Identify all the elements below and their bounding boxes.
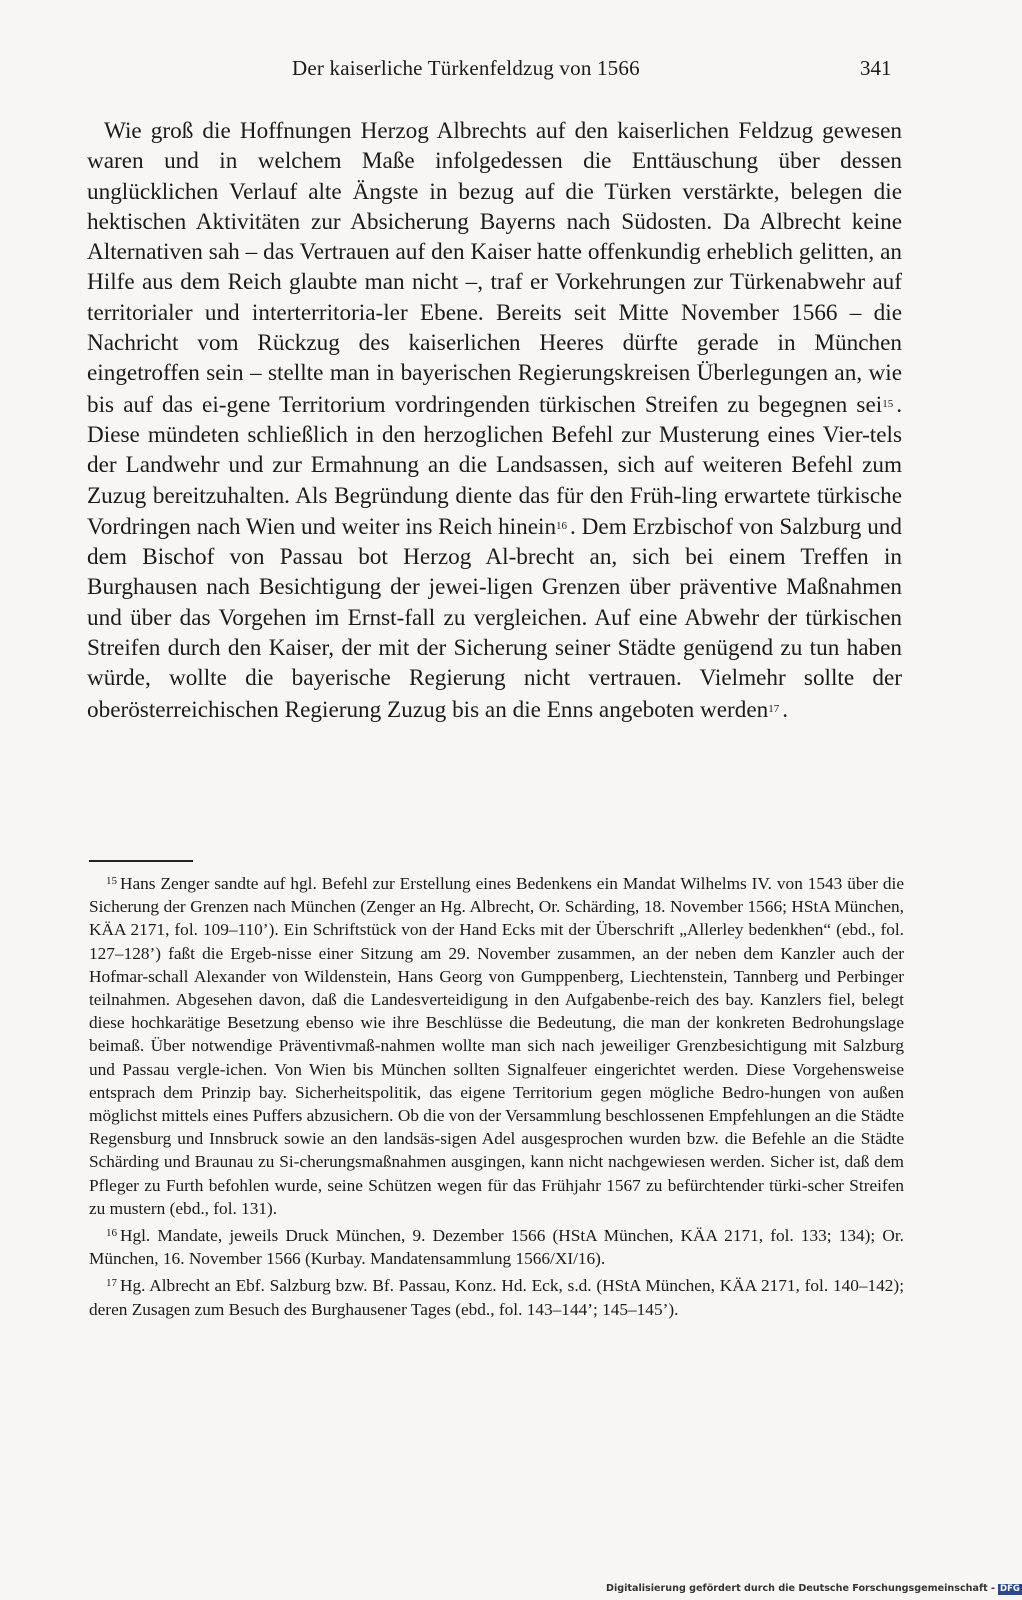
footnote-separator [89,860,193,862]
footnote-ref-15[interactable]: 15 [882,397,894,410]
footnote-16 [89,1222,904,1270]
credit-text: Digitalisierung gefördert durch die Deutsche Forschungsgemeinschaft - [606,1583,996,1594]
main-paragraph [87,116,902,725]
running-title: Der kaiserliche Türkenfeldzug von 1566 [292,56,640,80]
footnote-text: Hans Zenger sandte auf hgl. Befehl zur Erstellung eines Bedenkens ein Mandat Wilhelms IV. von 1543 über die Sicherung der Grenzen nach München (Zenger an Hg. Albrecht, Or. Schärding, 18. November 1566; HStA München, KÄA 2171, fol. 109–110’). Ein Schriftstück von der Hand Ecks mit der Überschrift „Allerley bedenkhen“ (ebd., fol. 127–128’) faßt die Ergeb-nisse einer Sitzung am 29. November zusammen, an der neben dem Kanzler auch der Hofmar-schall Alexander von Wildenstein, Hans Georg von Gumppenberg, Liechtenstein, Tannberg und Perbinger teilnahmen. Abgesehen davon, daß die Landesverteidigung in den Aufgabenbe-reich des bay. Kanzlers fiel, belegt diese hochkarätige Besetzung ebenso wie ihre Beschlüsse die Bedeutung, die man der konkreten Bedrohungslage beimaß. Über notwendige Präventivmaß-nahmen wollte man sich nach jeweiliger Grenzbesichtigung mit Salzburg und Passau vergle-ichen. Von Wien bis München sollten Signalfeuer eingerichtet werden. Diese Vorgehensweise entsprach dem Prinzip bay. Sicherheitspolitik, das eigene Territorium gegen mögliche Bedro-hungen von außen möglichst mittels eines Puffers abzusichern. Ob die von der Versammlung beschlossenen Empfehlungen an die Städte Regensburg und Innsbruck sowie an den landsäs-sigen Adel ausgesprochen wurden bzw. die Befehle an die Städte Schärding und Braunau zu Si-cherungsmaßnahmen ausgingen, kann nicht nachgewiesen werden. Sicher ist, daß dem Pfleger zu Furth befohlen wurde, seine Schützen wegen für das Frühjahr 1567 zu befürchtender türki-scher Streifen zu mustern (ebd., fol. 131). [89,874,904,1218]
footnote-number: 15 [106,875,117,887]
digitization-credit [606,1583,1022,1595]
paragraph-end: . [782,696,789,723]
paragraph-text-3: . Dem Erzbischof von Salzburg und dem Bischof von Passau bot Herzog Al-brecht an, sich bei einem Treffen in Burghausen nach Besichtigung der jewei-ligen Grenzen über präventive Maßnahmen und über das Vorgehen im Ernst-fall zu vergleichen. Auf eine Abwehr der türkischen Streifen durch den Kaiser, der mit der Sicherung seiner Städte genügend zu tun haben würde, wollte die bayerische Regierung nicht vertrauen. Vielmehr sollte der oberösterreichischen Regierung Zuzug bis an die Enns angeboten werden [87,513,902,723]
footnote-ref-17[interactable]: 17 [768,702,780,715]
footnote-text: Hg. Albrecht an Ebf. Salzburg bzw. Bf. Passau, Konz. Hd. Eck, s.d. (HStA München, KÄA 2171, fol. 140–142); deren Zusagen zum Besuch des Burghausener Tages (ebd., fol. 143–144’; 145–145’). [89,1276,904,1319]
footnote-number: 16 [106,1227,117,1240]
footnote-number: 17 [106,1277,117,1290]
dfg-logo: DFG [1000,1584,1020,1594]
paragraph-text-2: . Diese mündeten schließlich in den herzoglichen Befehl zur Musterung eines Vier-tels der Landwehr und zur Ermahnung an die Landsassen, sich auf weiteren Befehl zum Zuzug bereitzuhalten. Als Begründung diente das für den Früh-ling erwartete türkische Vordringen nach Wien und weiter ins Reich hinein [87,391,902,540]
footnote-17 [89,1272,904,1320]
paragraph-text-1: Wie groß die Hoffnungen Herzog Albrechts auf den kaiserlichen Feldzug gewesen waren und in welchem Maße infolgedessen die Enttäuschung über dessen unglücklichen Verlauf alte Ängste in bezug auf die Türken verstärkte, belegen die hektischen Aktivitäten zur Absicherung Bayerns nach Südosten. Da Albrecht keine Alternativen sah – das Vertrauen auf den Kaiser hatte offenkundig erheblich gelitten, an Hilfe aus dem Reich glaubte man nicht –, traf er Vorkehrungen zur Türkenabwehr auf territorialer und interterritoria-ler Ebene. Bereits seit Mitte November 1566 – die Nachricht vom Rückzug des kaiserlichen Heeres dürfte gerade in München eingetroffen sein – stellte man in bayerischen Regierungskreisen Überlegungen an, wie bis auf das ei-gene Territorium vordringenden türkischen Streifen zu begegnen sei [87,118,902,418]
page-number: 341 [860,56,892,80]
footnote-ref-16[interactable]: 16 [556,519,568,532]
footnote-text: Hgl. Mandate, jeweils Druck München, 9. Dezember 1566 (HStA München, KÄA 2171, fol. 133; 134); Or. München, 16. November 1566 (Kurbay. Mandatensammlung 1566/XI/16). [89,1226,904,1269]
footnote-15 [89,870,904,1220]
footnotes-section [89,870,904,1323]
